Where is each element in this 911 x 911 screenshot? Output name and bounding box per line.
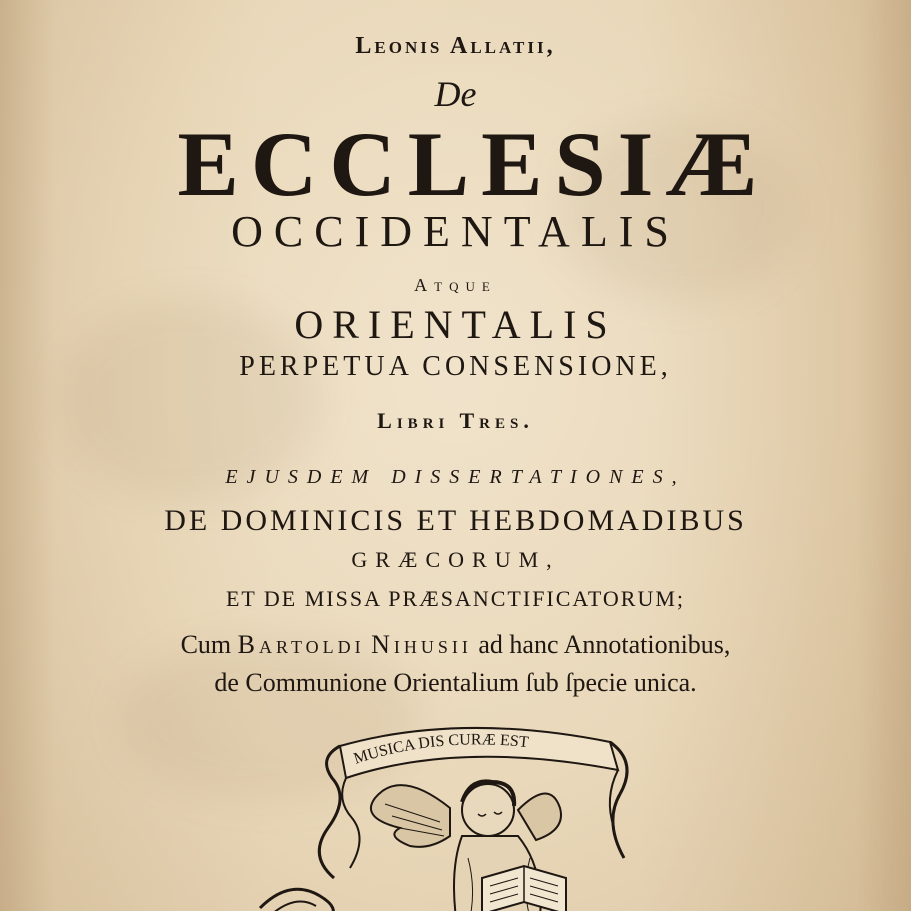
- subtitle-missa: ET DE MISSA PRÆSANCTIFICATORUM;: [225, 586, 686, 611]
- title-perpetua-consensione: PERPETUA CONSENSIONE,: [239, 351, 672, 382]
- title-main-ecclesiae: ECCLESIÆ: [177, 113, 770, 215]
- cherub-with-book-emblem: [200, 718, 700, 911]
- author-name: Leonis Allatii,: [355, 33, 556, 59]
- subtitle-graecorum: GRÆCORUM,: [351, 547, 560, 572]
- annotator-last-name: Nihusii: [371, 630, 472, 659]
- subtitle-dissertationes: EJUSDEM DISSERTATIONES,: [225, 466, 686, 488]
- title-conjunction: Atque: [414, 275, 497, 295]
- emblem-motto: MUSICA DIS CURÆ EST: [351, 731, 530, 768]
- cherub-wing: [371, 785, 450, 847]
- title-preposition: De: [434, 74, 477, 114]
- cherub-wing: [518, 793, 561, 840]
- title-orientalis: ORIENTALIS: [294, 302, 617, 347]
- annotation-line: [0, 632, 911, 658]
- books-count: Libri Tres.: [377, 408, 534, 433]
- subtitle-dominicis: DE DOMINICIS ET HEBDOMADIBUS: [164, 504, 747, 537]
- title-occidentalis: OCCIDENTALIS: [231, 207, 680, 256]
- cherub-head: [462, 784, 514, 836]
- annotation-prefix: Cum: [180, 630, 232, 659]
- communion-note: de Communione Orientalium ſub ſpecie unica.: [214, 668, 697, 697]
- annotator-first-name: Bartoldi: [237, 630, 365, 659]
- annotation-suffix: ad hanc Annotationibus,: [478, 630, 731, 659]
